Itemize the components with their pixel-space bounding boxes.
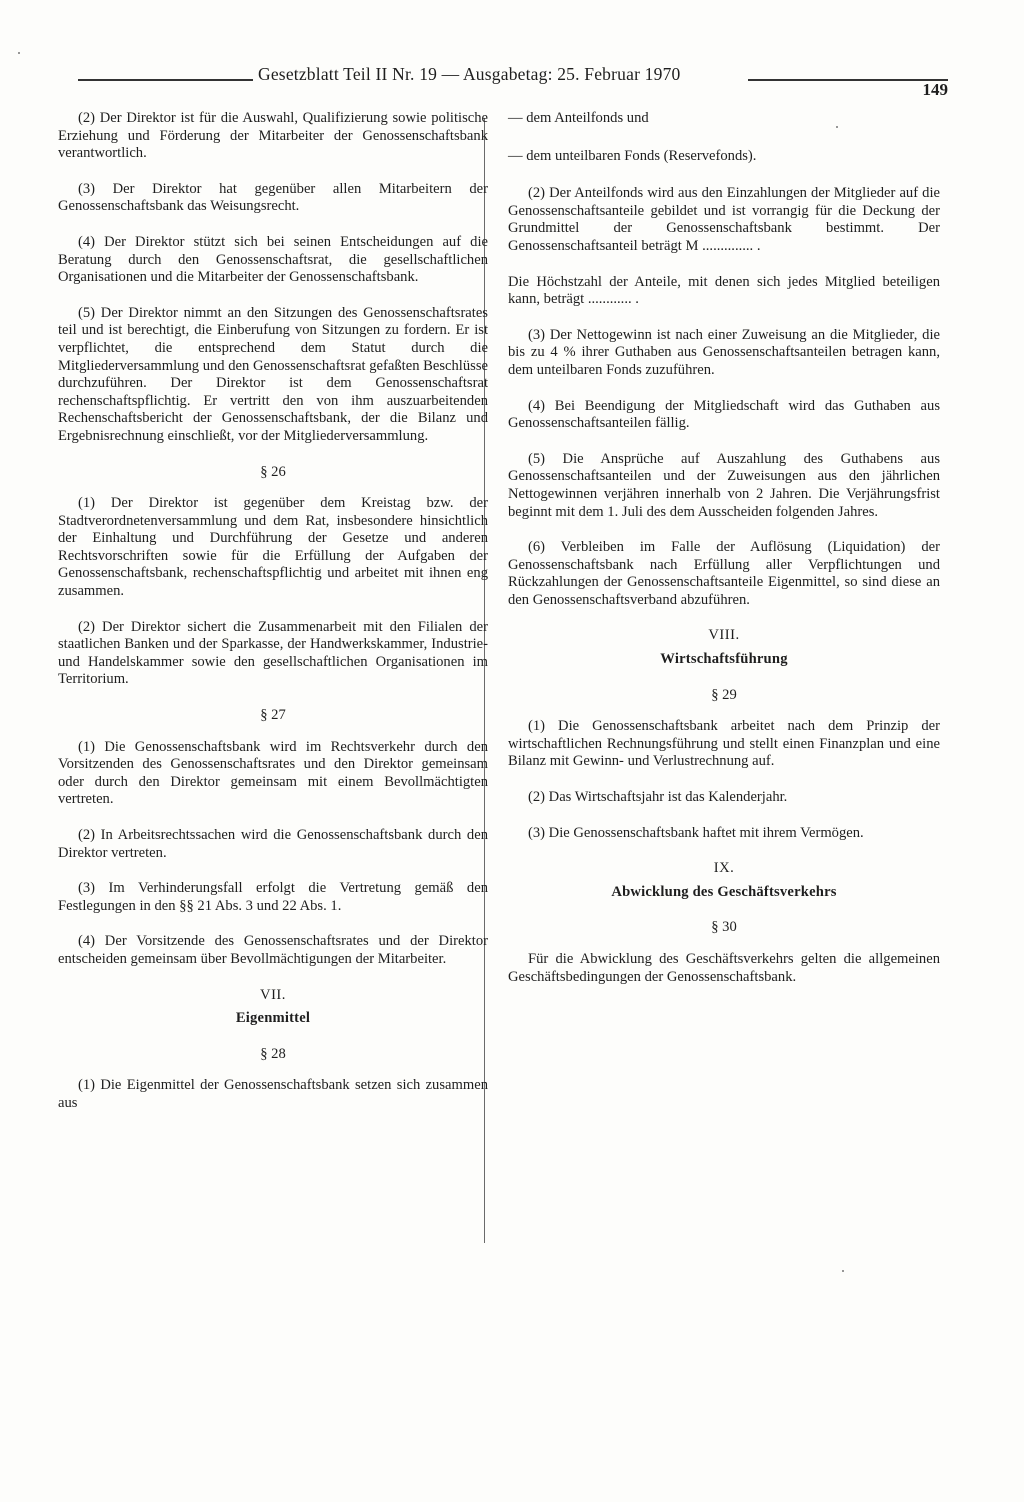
paragraph-28-2: (2) Der Anteilfonds wird aus den Einzahlungen der Mitglieder auf die Genossenschaftsanteile gebildet und ist vorrangig für die Deckung der Grundmittel der Genossenschaftsbank bestimmt. Der Genossenschaftsanteil beträgt M .............. . — [508, 185, 940, 254]
chapter-9-title: Abwicklung des Geschäftsverkehrs — [611, 883, 837, 900]
section-29-title: § 29 — [711, 686, 737, 703]
paragraph-27-1: (1) Die Genossenschaftsbank wird im Rechtsverkehr durch den Vorsitzenden des Genossenschaftsrates und den Direktor gemeinsam oder durch den Direktor gemeinsam mit einem Bevollmächtigten vertreten. — [58, 738, 488, 808]
paragraph-25-2: (2) Der Direktor ist für die Auswahl, Qualifizierung sowie politische Erziehung und Förderung der Mitarbeiter der Genossenschaftsbank verantwortlich. — [58, 110, 488, 162]
paragraph-29-3: (3) Die Genossenschaftsbank haftet mit ihrem Vermögen. — [528, 824, 864, 841]
scan-speck — [842, 1270, 844, 1272]
page-number: 149 — [922, 80, 948, 99]
paragraph-25-4: (4) Der Direktor stützt sich bei seinen Entscheidungen auf die Beratung durch den Genossenschaftsrat, die gesellschaftlichen Organisationen und die Mitarbeiter der Genossenschaftsbank. — [58, 233, 488, 286]
chapter-8-number: VIII. — [708, 627, 740, 644]
chapter-7-number: VII. — [260, 986, 286, 1003]
paragraph-27-4: (4) Der Vorsitzende des Genossenschaftsrates und der Direktor entscheiden gemeinsam über Bevollmächtigungen der Mitarbeiter. — [58, 933, 488, 967]
header-rule — [78, 79, 253, 81]
paragraph-30: Für die Abwicklung des Geschäftsverkehrs gelten die allgemeinen Geschäftsbedingungen der Genossenschaftsbank. — [508, 951, 940, 985]
section-28-title: § 28 — [260, 1045, 286, 1062]
list-item-reservefonds: — dem unteilbaren Fonds (Reservefonds). — [508, 147, 757, 164]
paragraph-28-4: (4) Bei Beendigung der Mitgliedschaft wird das Guthaben aus Genossenschaftsanteilen fällig. — [508, 397, 940, 432]
list-item-anteilfonds: — dem Anteilfonds und — [508, 110, 649, 126]
chapter-9-number: IX. — [713, 860, 735, 877]
chapter-8-title: Wirtschaftsführung — [660, 651, 788, 668]
paragraph-25-5: (5) Der Direktor nimmt an den Sitzungen des Genossenschaftsrates teil und ist berechtigt, die Einberufung von Sitzungen zu fordern. Er ist verpflichtet, die entsprechend dem Statut durch die Mitgliederversammlung und den Genossenschaftsrat gefaßten Beschlüsse durchzuführen. Der Direktor ist dem Genossenschaftsrat rechenschaftspflichtig. Er vertritt den von ihm auszuarbeitenden Rechenschaftsbericht der Genossenschaftsbank, der die Bilanz und Ergebnisrechnung einschließt, vor der Mitgliederversammlung. — [58, 304, 488, 444]
paragraph-25-3: (3) Der Direktor hat gegenüber allen Mitarbeitern der Genossenschaftsbank das Weisungsrecht. — [58, 180, 488, 215]
chapter-7-title: Eigenmittel — [235, 1010, 311, 1027]
section-27-title: § 27 — [260, 707, 286, 724]
header-title: Gesetzblatt Teil II Nr. 19 — Ausgabetag: 25. Februar 1970 — [258, 64, 681, 84]
section-26-title: § 26 — [260, 463, 286, 480]
right-column — [508, 110, 940, 1004]
paragraph-27-3: (3) Im Verhinderungsfall erfolgt die Vertretung gemäß den Festlegungen in den §§ 21 Abs. 3 und 22 Abs. 1. — [58, 880, 488, 914]
scan-speck — [18, 52, 20, 54]
paragraph-29-1: (1) Die Genossenschaftsbank arbeitet nach dem Prinzip der wirtschaftlichen Rechnungsführung und stellt einen Finanzplan und eine Bilanz mit Gewinn- und Verlustrechnung auf. — [508, 718, 940, 770]
header-rule-right — [748, 79, 948, 81]
scan-speck — [836, 126, 838, 128]
left-column — [58, 110, 488, 1131]
paragraph-26-2: (2) Der Direktor sichert die Zusammenarbeit mit den Filialen der staatlichen Banken und der Sparkasse, der Handwerkskammer, Industrie- und Handelskammer sowie den gesellschaftlichen Organisationen im Territorium. — [58, 618, 488, 688]
paragraph-26-1: (1) Der Direktor ist gegenüber dem Kreistag bzw. der Stadtverordnetenversammlung und dem Rat, insbesondere hinsichtlich der Einhaltung und Durchführung der Gesetze und anderen Rechtsvorschriften sowie für die Erfüllung der Aufgaben der Genossenschaftsbank, rechenschaftspflichtig und arbeitet mit ihnen eng zusammen. — [58, 495, 488, 600]
section-30-title: § 30 — [711, 919, 737, 936]
paragraph-28-1: (1) Die Eigenmittel der Genossenschaftsbank setzen sich zusammen aus — [58, 1077, 488, 1111]
paragraph-28-5: (5) Die Ansprüche auf Auszahlung des Guthabens aus Genossenschaftsanteilen und der Zuweisungen aus den jährlichen Nettogewinnen verjähren innerhalb von 2 Jahren. Die Verjährungsfrist beginnt mit dem 1. Juli des dem Ausscheiden folgenden Jahres. — [508, 450, 940, 520]
paragraph-28-3: (3) Der Nettogewinn ist nach einer Zuweisung an die Mitglieder, die bis zu 4 % ihrer Guthaben aus Genossenschaftsanteilen betragen kann, dem unteilbaren Fonds zuzuführen. — [508, 326, 940, 378]
paragraph-28-2-continued: Die Höchstzahl der Anteile, mit denen sich jedes Mitglied beteiligen kann, beträgt ............ . — [508, 273, 940, 308]
paragraph-27-2: (2) In Arbeitsrechtssachen wird die Genossenschaftsbank durch den Direktor vertreten. — [58, 827, 488, 861]
paragraph-28-6: (6) Verbleiben im Falle der Auflösung (Liquidation) der Genossenschaftsbank nach Erfüllung aller Verpflichtungen und Rückzahlungen der Genossenschaftsanteile Eigenmittel, so sind diese an den Genossenschaftsverband abzuführen. — [508, 539, 940, 608]
paragraph-29-2: (2) Das Wirtschaftsjahr ist das Kalenderjahr. — [528, 789, 788, 806]
